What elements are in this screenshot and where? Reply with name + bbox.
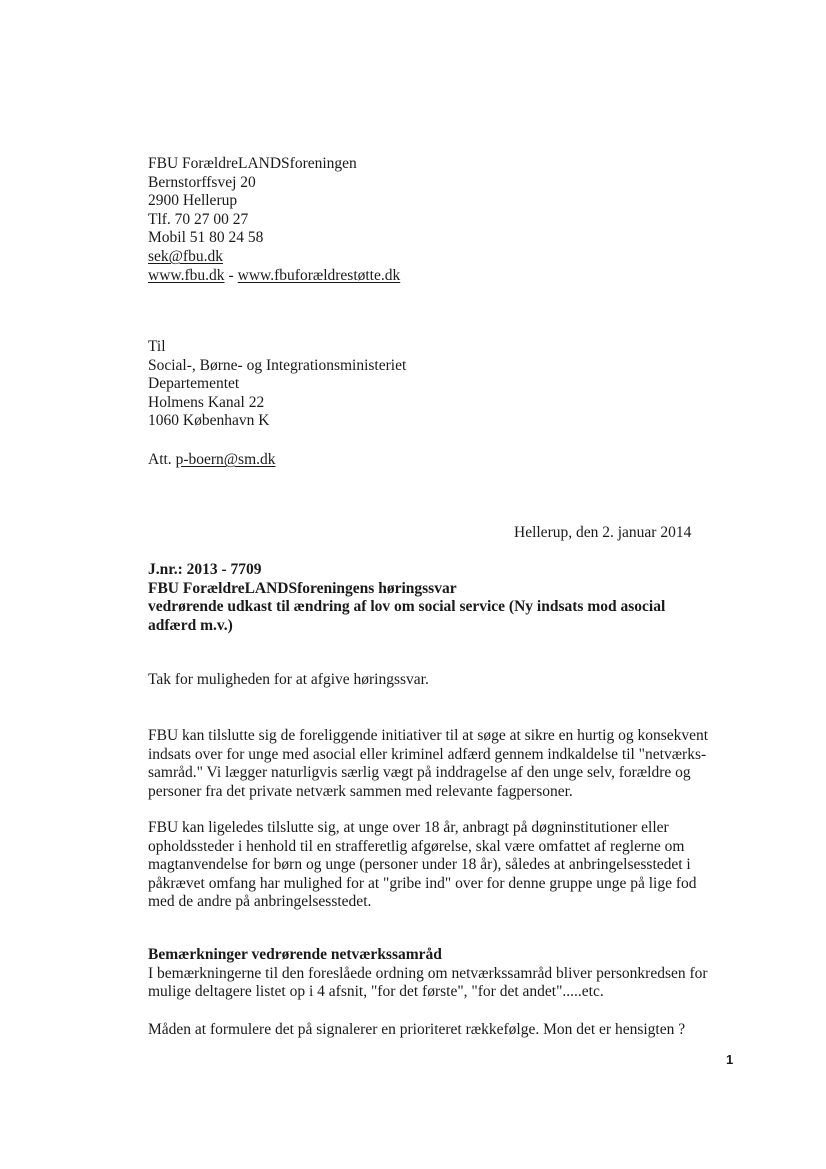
sender-email-line: [148, 248, 748, 267]
paragraph-4: [148, 1021, 748, 1040]
paragraph-line: mulige deltagere listet op i 4 afsnit, "for det første", "for det andet".....etc.: [148, 983, 604, 1001]
paragraph-line: I bemærkningerne til den foreslåede ordning om netværkssamråd bliver personkredsen for: [148, 964, 708, 982]
subject-line: adfærd m.v.): [148, 616, 233, 634]
paragraph-line: magtanvendelse for børn og unge (personer under 18 år), således at anbringelsesstedet i: [148, 856, 691, 874]
subject-line: vedrørende udkast til ændring af lov om social service (Ny indsats mod asocial: [148, 598, 666, 616]
recipient-street: Holmens Kanal 22: [148, 393, 265, 411]
paragraph-line: påkrævet omfang har mulighed for at "gribe ind" over for denne gruppe unge på lige fod: [148, 874, 697, 892]
sender-phone: Tlf. 70 27 00 27: [148, 210, 249, 228]
sender-address: [148, 155, 748, 285]
recipient-address: [148, 338, 748, 431]
section-heading: Bemærkninger vedrørende netværkssamråd: [148, 946, 442, 963]
sender-mobile: Mobil 51 80 24 58: [148, 229, 264, 247]
thanks-text: Tak for muligheden for at afgive høringssvar.: [148, 671, 429, 688]
subject-line: J.nr.: 2013 - 7709: [148, 561, 262, 578]
date-line: Hellerup, den 2. januar 2014: [514, 524, 692, 541]
recipient-city: 1060 København K: [148, 412, 270, 430]
section-netvaerkssamraad: [148, 946, 748, 1002]
sender-street: Bernstorffsvej 20: [148, 173, 256, 191]
paragraph-line: med de andre på anbringelsesstedet.: [148, 893, 372, 911]
thanks-paragraph: [148, 671, 748, 690]
recipient-ministry: Social-, Børne- og Integrationsministeriet: [148, 356, 407, 374]
sender-web-line: [148, 267, 748, 286]
subject-block: [148, 561, 748, 635]
paragraph-line: indsats over for unge med asocial eller kriminel adfærd gennem indkaldelse til "netværks-: [148, 745, 707, 763]
sender-org: FBU ForældreLANDSforeningen: [148, 155, 357, 172]
recipient-department: Departementet: [148, 375, 240, 393]
attention-label: Att.: [148, 451, 172, 468]
paragraph-line: personer fra det private netværk sammen med relevante fagpersoner.: [148, 782, 573, 800]
paragraph-line: opholdssteder i henhold til en strafferetlig afgørelse, skal være omfattet af reglerne om: [148, 837, 685, 855]
paragraph-line: samråd." Vi lægger naturligvis særlig vægt på inddragelse af den unge selv, forældre og: [148, 764, 691, 782]
paragraph-2: [148, 819, 748, 912]
paragraph-line: FBU kan tilslutte sig de foreliggende initiativer til at søge at sikre en hurtig og konsekvent: [148, 727, 709, 744]
paragraph-1: [148, 727, 748, 801]
page-number: 1: [726, 1052, 734, 1067]
attention-email-link[interactable]: p-boern@sm.dk: [175, 451, 276, 468]
web-separator: -: [228, 266, 234, 284]
attention-line: [148, 451, 748, 470]
sender-city: 2900 Hellerup: [148, 192, 238, 210]
sender-web-link-2[interactable]: www.fbuforældrestøtte.dk: [237, 266, 401, 284]
sender-email-link[interactable]: sek@fbu.dk: [148, 247, 223, 265]
sender-web-link-1[interactable]: www.fbu.dk: [148, 266, 225, 284]
paragraph-line: FBU kan ligeledes tilslutte sig, at unge over 18 år, anbragt på døgninstitutioner eller: [148, 819, 669, 836]
recipient-to: Til: [148, 338, 166, 355]
subject-line: FBU ForældreLANDSforeningens høringssvar: [148, 579, 457, 597]
paragraph-line: Måden at formulere det på signalerer en prioriteret rækkefølge. Mon det er hensigten ?: [148, 1021, 686, 1038]
